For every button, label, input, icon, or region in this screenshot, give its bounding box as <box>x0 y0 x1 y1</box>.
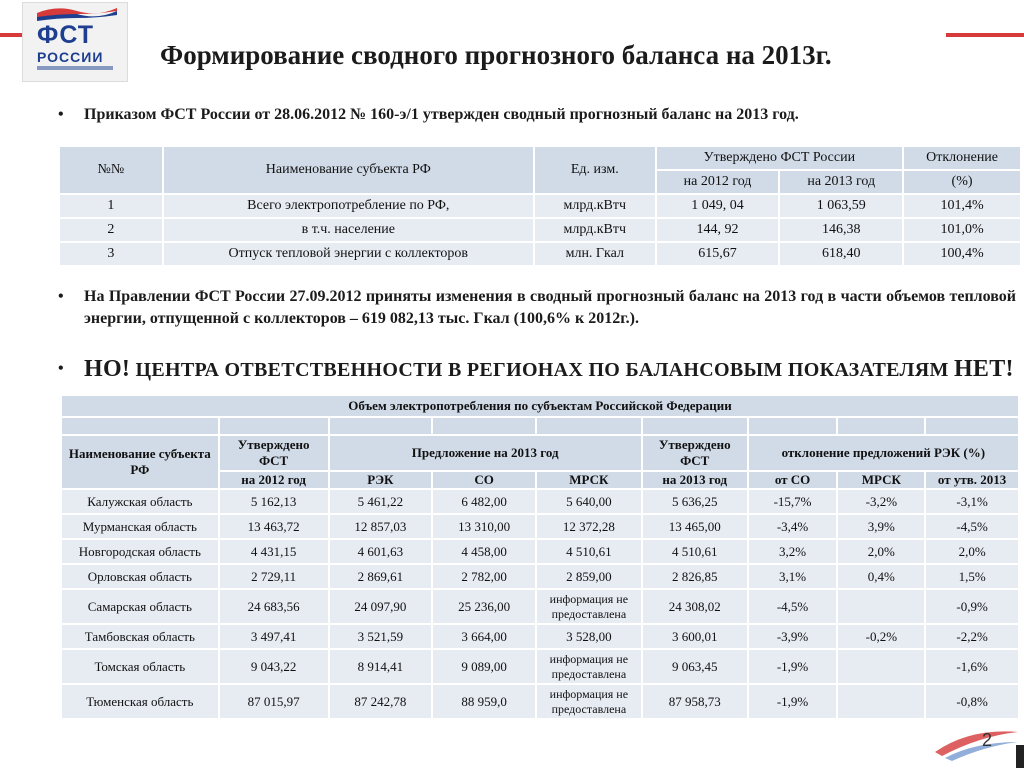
cell-mrsk: 5 640,00 <box>536 489 642 514</box>
cell-dev-approved: -4,5% <box>925 514 1019 539</box>
bullet-order <box>58 104 998 126</box>
cell-rek: 24 097,90 <box>329 589 433 624</box>
bullet-no-center-text <box>84 358 1016 381</box>
bullet-no-center <box>58 358 1016 381</box>
fst-logo <box>22 2 128 82</box>
cell-dev-approved: 1,5% <box>925 564 1019 589</box>
header-dev-mrsk: МРСК <box>837 471 925 489</box>
table-row <box>61 489 1019 514</box>
header-unit: Ед. изм. <box>534 146 656 194</box>
cell-mrsk: 2 859,00 <box>536 564 642 589</box>
table-row <box>61 539 1019 564</box>
bullet-dot-icon: • <box>58 106 64 123</box>
cell-dev-mrsk <box>837 684 925 719</box>
cell-2012: 1 049, 04 <box>656 194 780 218</box>
header-subject-name: Наименование субъекта РФ <box>163 146 534 194</box>
cell-dev-approved: -1,6% <box>925 649 1019 684</box>
cell-dev-mrsk <box>837 649 925 684</box>
table-row <box>61 564 1019 589</box>
cell-name: Всего электропотребление по РФ, <box>163 194 534 218</box>
table-row <box>61 514 1019 539</box>
cell-rek: 12 857,03 <box>329 514 433 539</box>
cell-approved-2012: 5 162,13 <box>219 489 329 514</box>
table-header-row <box>61 435 1019 471</box>
table-row <box>61 589 1019 624</box>
cell-mrsk: информация не предоставлена <box>536 589 642 624</box>
emphasis-net: НЕТ! <box>953 356 1014 382</box>
header-percent: (%) <box>903 170 1021 194</box>
table-row <box>59 194 1021 218</box>
cell-region: Мурманская область <box>61 514 219 539</box>
table-row <box>61 624 1019 649</box>
cell-unit: млрд.кВтч <box>534 218 656 242</box>
header-mrsk: МРСК <box>536 471 642 489</box>
cell-dev-approved: -0,8% <box>925 684 1019 719</box>
cell-mrsk: информация не предоставлена <box>536 649 642 684</box>
cell-so: 6 482,00 <box>432 489 536 514</box>
header-approved: Утверждено ФСТ России <box>656 146 903 170</box>
cell-num: 3 <box>59 242 163 266</box>
header-approved-fst-2012: Утверждено ФСТ <box>219 435 329 471</box>
cell-2013: 618,40 <box>779 242 903 266</box>
cell-so: 88 959,0 <box>432 684 536 719</box>
cell-approved-2013: 13 465,00 <box>642 514 748 539</box>
cell-dev-mrsk: -3,2% <box>837 489 925 514</box>
cell-approved-2013: 9 063,45 <box>642 649 748 684</box>
cell-dev-so: -3,9% <box>748 624 838 649</box>
cell-2013: 146,38 <box>779 218 903 242</box>
logo-text-rossii: РОССИИ <box>37 49 104 65</box>
cell-approved-2012: 13 463,72 <box>219 514 329 539</box>
page-number: 2 <box>982 730 993 750</box>
cell-so: 25 236,00 <box>432 589 536 624</box>
header-num: №№ <box>59 146 163 194</box>
bullet-order-text: Приказом ФСТ России от 28.06.2012 № 160-э/1 утвержден сводный прогнозный баланс на 2013 год. <box>84 106 799 123</box>
cell-region: Томская область <box>61 649 219 684</box>
cell-mrsk: 12 372,28 <box>536 514 642 539</box>
cell-dev-mrsk: -0,2% <box>837 624 925 649</box>
header-year-2012: на 2012 год <box>219 471 329 489</box>
header-from-so: от СО <box>748 471 838 489</box>
cell-rek: 87 242,78 <box>329 684 433 719</box>
cell-region: Тюменская область <box>61 684 219 719</box>
cell-approved-2012: 87 015,97 <box>219 684 329 719</box>
emphasis-middle: ЦЕНТРА ОТВЕТСТВЕННОСТИ В РЕГИОНАХ ПО БАЛАНСОВЫМ ПОКАЗАТЕЛЯМ <box>130 359 954 381</box>
cell-approved-2013: 87 958,73 <box>642 684 748 719</box>
cell-dev-approved: -0,9% <box>925 589 1019 624</box>
cell-num: 2 <box>59 218 163 242</box>
consumption-by-region-table <box>60 394 1020 720</box>
cell-deviation: 101,0% <box>903 218 1021 242</box>
logo-underline <box>37 66 113 70</box>
cell-region: Орловская область <box>61 564 219 589</box>
cell-region: Тамбовская область <box>61 624 219 649</box>
header-subject-name: Наименование субъекта РФ <box>61 435 219 489</box>
header-offer-2013: Предложение на 2013 год <box>329 435 642 471</box>
table-spacer-row <box>61 417 1019 435</box>
cell-approved-2013: 5 636,25 <box>642 489 748 514</box>
cell-dev-approved: -3,1% <box>925 489 1019 514</box>
cell-dev-so: 3,1% <box>748 564 838 589</box>
cell-name: Отпуск тепловой энергии с коллекторов <box>163 242 534 266</box>
cell-region: Самарская область <box>61 589 219 624</box>
cell-so: 2 782,00 <box>432 564 536 589</box>
cell-rek: 4 601,63 <box>329 539 433 564</box>
cell-2012: 144, 92 <box>656 218 780 242</box>
header-so: СО <box>432 471 536 489</box>
cell-dev-mrsk: 3,9% <box>837 514 925 539</box>
cell-deviation: 101,4% <box>903 194 1021 218</box>
logo-text-fst: ФСТ <box>37 21 95 49</box>
cell-dev-so: 3,2% <box>748 539 838 564</box>
cell-region: Калужская область <box>61 489 219 514</box>
table-caption-row <box>61 395 1019 417</box>
cell-rek: 8 914,41 <box>329 649 433 684</box>
cell-approved-2012: 2 729,11 <box>219 564 329 589</box>
cell-approved-2013: 3 600,01 <box>642 624 748 649</box>
header-year-2013: на 2013 год <box>779 170 903 194</box>
cell-dev-mrsk: 2,0% <box>837 539 925 564</box>
table-header-row <box>59 146 1021 170</box>
table-row <box>61 684 1019 719</box>
cell-mrsk: 3 528,00 <box>536 624 642 649</box>
cell-dev-mrsk: 0,4% <box>837 564 925 589</box>
header-accent-line-right <box>946 33 1024 37</box>
cell-2012: 615,67 <box>656 242 780 266</box>
forecast-balance-table <box>58 145 1022 267</box>
emphasis-no: НО! <box>84 356 131 382</box>
edge-mark <box>1016 745 1024 768</box>
cell-rek: 2 869,61 <box>329 564 433 589</box>
cell-approved-2012: 24 683,56 <box>219 589 329 624</box>
slide-title: Формирование сводного прогнозного баланса на 2013г. <box>160 40 832 70</box>
header-deviation: Отклонение <box>903 146 1021 170</box>
bullet-board-decision <box>58 286 1016 330</box>
cell-name: в т.ч. население <box>163 218 534 242</box>
cell-so: 13 310,00 <box>432 514 536 539</box>
cell-approved-2012: 9 043,22 <box>219 649 329 684</box>
cell-dev-so: -3,4% <box>748 514 838 539</box>
cell-dev-so: -4,5% <box>748 589 838 624</box>
cell-dev-mrsk <box>837 589 925 624</box>
table-row <box>59 242 1021 266</box>
cell-unit: млн. Гкал <box>534 242 656 266</box>
cell-mrsk: 4 510,61 <box>536 539 642 564</box>
header-rek: РЭК <box>329 471 433 489</box>
cell-so: 3 664,00 <box>432 624 536 649</box>
cell-rek: 5 461,22 <box>329 489 433 514</box>
table-caption: Объем электропотребления по субъектам Российской Федерации <box>61 395 1019 417</box>
swoosh-icon <box>930 722 1020 762</box>
cell-unit: млрд.кВтч <box>534 194 656 218</box>
cell-dev-so: -1,9% <box>748 684 838 719</box>
cell-deviation: 100,4% <box>903 242 1021 266</box>
cell-so: 9 089,00 <box>432 649 536 684</box>
cell-approved-2013: 2 826,85 <box>642 564 748 589</box>
table-row <box>61 649 1019 684</box>
cell-mrsk: информация не предоставлена <box>536 684 642 719</box>
cell-region: Новгородская область <box>61 539 219 564</box>
header-from-approved: от утв. 2013 <box>925 471 1019 489</box>
header-year-2012: на 2012 год <box>656 170 780 194</box>
cell-approved-2012: 4 431,15 <box>219 539 329 564</box>
bullet-dot-icon: • <box>58 288 64 305</box>
header-approved-fst-2013: Утверждено ФСТ <box>642 435 748 471</box>
cell-dev-approved: 2,0% <box>925 539 1019 564</box>
cell-so: 4 458,00 <box>432 539 536 564</box>
cell-approved-2013: 4 510,61 <box>642 539 748 564</box>
cell-2013: 1 063,59 <box>779 194 903 218</box>
cell-dev-so: -1,9% <box>748 649 838 684</box>
table-row <box>59 218 1021 242</box>
flag-icon <box>37 8 117 22</box>
bullet-board-decision-text: На Правлении ФСТ России 27.09.2012 приняты изменения в сводный прогнозный баланс на 2013 год в части объемов тепловой энергии, отпущенной с коллекторов – 619 082,13 тыс. Гкал (100,6% к 2012г.). <box>84 288 1016 327</box>
header-year-2013: на 2013 год <box>642 471 748 489</box>
cell-dev-approved: -2,2% <box>925 624 1019 649</box>
cell-num: 1 <box>59 194 163 218</box>
header-accent-line-left <box>0 33 22 37</box>
cell-approved-2012: 3 497,41 <box>219 624 329 649</box>
cell-dev-so: -15,7% <box>748 489 838 514</box>
header-rek-deviation: отклонение предложений РЭК (%) <box>748 435 1019 471</box>
cell-approved-2013: 24 308,02 <box>642 589 748 624</box>
bullet-dot-icon: • <box>58 360 64 377</box>
cell-rek: 3 521,59 <box>329 624 433 649</box>
